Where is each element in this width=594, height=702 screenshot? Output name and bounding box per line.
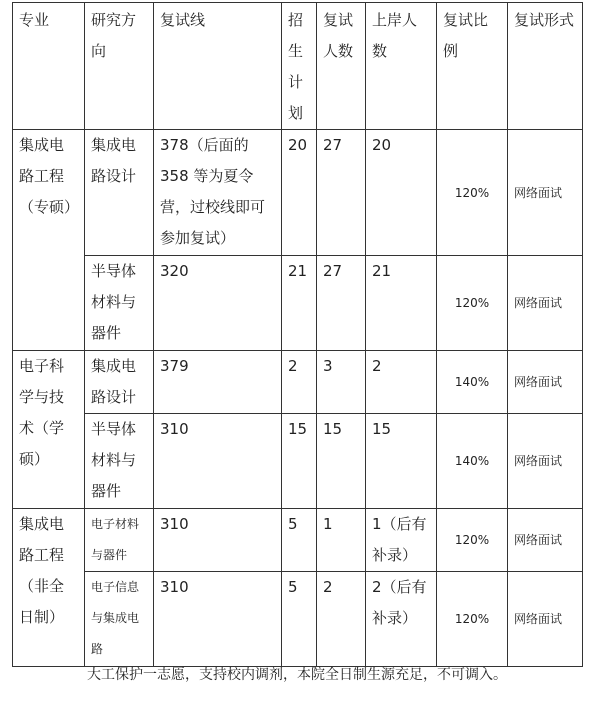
cutoff-cell: 378（后面的 358 等为夏令营，过校线即可参加复试） <box>154 130 282 256</box>
plan-cell: 5 <box>282 509 317 572</box>
table-row <box>13 572 583 667</box>
format-cell: 网络面试 <box>508 509 583 572</box>
footer-note: 大工保护一志愿，支持校内调剂，本院全日制生源充足，不可调入。 <box>87 667 507 683</box>
direction-cell: 集成电路设计 <box>85 351 154 414</box>
header-cell: 研究方向 <box>85 3 154 130</box>
plan-cell: 2 <box>282 351 317 414</box>
major-cell: 电子科学与技术（学硕） <box>13 351 85 509</box>
interview-count-cell: 2 <box>317 572 366 667</box>
admissions-table <box>12 2 583 667</box>
ratio-cell: 140% <box>437 414 508 509</box>
format-cell: 网络面试 <box>508 572 583 667</box>
cutoff-cell: 310 <box>154 572 282 667</box>
admit-count-cell: 20 <box>366 130 437 256</box>
ratio-cell: 140% <box>437 351 508 414</box>
header-cell: 复试人数 <box>317 3 366 130</box>
ratio-cell: 120% <box>437 256 508 351</box>
header-cell: 复试比例 <box>437 3 508 130</box>
header-cell: 复试线 <box>154 3 282 130</box>
interview-count-cell: 1 <box>317 509 366 572</box>
direction-cell: 电子信息与集成电路 <box>85 572 154 667</box>
plan-cell: 20 <box>282 130 317 256</box>
direction-cell: 集成电路设计 <box>85 130 154 256</box>
direction-cell: 电子材料与器件 <box>85 509 154 572</box>
format-cell: 网络面试 <box>508 130 583 256</box>
direction-cell: 半导体材料与器件 <box>85 414 154 509</box>
format-cell: 网络面试 <box>508 351 583 414</box>
major-cell: 集成电路工程（非全日制） <box>13 509 85 667</box>
header-cell: 复试形式 <box>508 3 583 130</box>
major-cell: 集成电路工程（专硕） <box>13 130 85 351</box>
admit-count-cell: 21 <box>366 256 437 351</box>
interview-count-cell: 27 <box>317 130 366 256</box>
format-cell: 网络面试 <box>508 414 583 509</box>
header-cell: 招生计划 <box>282 3 317 130</box>
admit-count-cell: 1（后有补录） <box>366 509 437 572</box>
cutoff-cell: 310 <box>154 414 282 509</box>
table-row <box>13 256 583 351</box>
cutoff-cell: 379 <box>154 351 282 414</box>
ratio-cell: 120% <box>437 509 508 572</box>
cutoff-cell: 310 <box>154 509 282 572</box>
format-cell: 网络面试 <box>508 256 583 351</box>
ratio-cell: 120% <box>437 572 508 667</box>
admit-count-cell: 2 <box>366 351 437 414</box>
direction-cell: 半导体材料与器件 <box>85 256 154 351</box>
table-row <box>13 351 583 414</box>
cutoff-cell: 320 <box>154 256 282 351</box>
table-row <box>13 414 583 509</box>
admit-count-cell: 15 <box>366 414 437 509</box>
table-row <box>13 509 583 572</box>
admit-count-cell: 2（后有补录） <box>366 572 437 667</box>
plan-cell: 5 <box>282 572 317 667</box>
plan-cell: 15 <box>282 414 317 509</box>
interview-count-cell: 27 <box>317 256 366 351</box>
header-cell: 上岸人数 <box>366 3 437 130</box>
table-row <box>13 130 583 256</box>
header-cell: 专业 <box>13 3 85 130</box>
plan-cell: 21 <box>282 256 317 351</box>
header-row <box>13 3 583 130</box>
ratio-cell: 120% <box>437 130 508 256</box>
interview-count-cell: 3 <box>317 351 366 414</box>
interview-count-cell: 15 <box>317 414 366 509</box>
